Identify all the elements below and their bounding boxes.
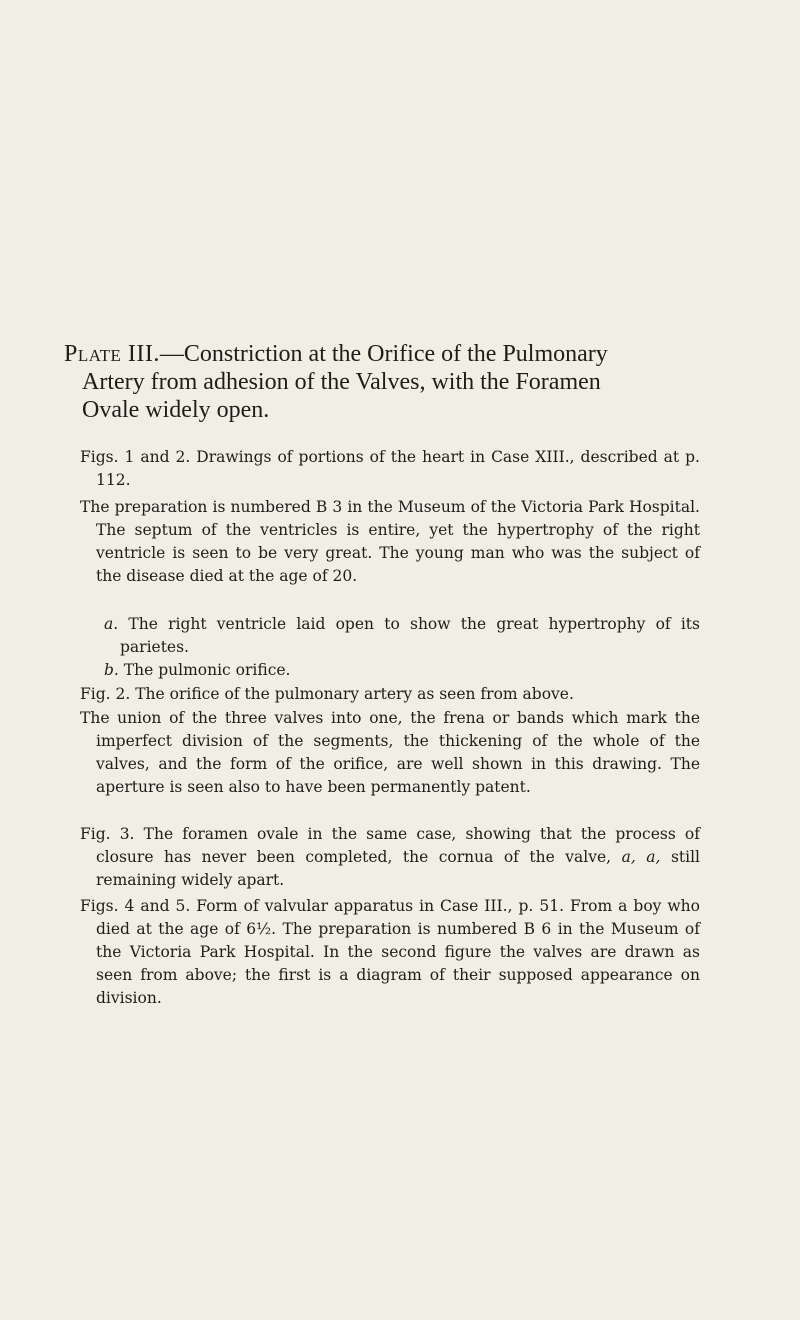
- paragraph-text: [80, 823, 700, 892]
- item-b: [80, 659, 700, 682]
- paragraph-preparation-b3: [80, 496, 700, 588]
- cornua-label-a1: a,: [621, 848, 636, 866]
- title-line-2: Artery from adhesion of the Valves, with the Foramen: [82, 369, 601, 395]
- item-a-text: The right ventricle laid open to show the great hypertrophy of its parietes.: [120, 615, 700, 656]
- paragraph-text: The union of the three valves into one, the frena or bands which mark the imperfect division of the segments, the thickening of the whole of the valves, and the form of the orifice, are well shown in this drawing. The aperture is seen also to have been permanently patent.: [80, 709, 700, 796]
- item-b-label: b.: [104, 661, 119, 679]
- paragraph-text: Figs. 4 and 5. Form of valvular apparatus in Case III., p. 51. From a boy who died at the age of 6½. The preparation is numbered B 6 in the Museum of the Victoria Park Hospital. In the second figure the valves are drawn as seen from above; the first is a diagram of their supposed appearance on division.: [80, 897, 700, 1007]
- item-a-label: a.: [104, 615, 119, 633]
- item-a: [80, 613, 700, 659]
- fig-3-text-start: Fig. 3. The foramen ovale in the same case, showing that the process of closure has never been completed, the cornua of the valve,: [80, 825, 700, 866]
- paragraph-text: The preparation is numbered B 3 in the Museum of the Victoria Park Hospital. The septum of the ventricles is entire, yet the hypertrophy of the right ventricle is seen to be very great. The young man who was the subject of the disease died at the age of 20.: [80, 498, 700, 585]
- paragraph-figs-4-5: [80, 895, 700, 1010]
- item-b-text: The pulmonic orifice.: [123, 661, 291, 679]
- paragraph-fig-3: [80, 823, 700, 892]
- title-line-1: [64, 340, 724, 368]
- plate-label: Plate III.: [64, 341, 160, 367]
- paragraph-union-of-valves: [80, 707, 700, 799]
- paragraph-fig-2: [80, 683, 700, 706]
- title-line-1-rest: —Constriction at the Orifice of the Pulmonary: [159, 341, 608, 367]
- paragraph-item-b: [80, 659, 700, 682]
- cornua-label-a2: a,: [646, 848, 661, 866]
- fig-3-text-end: still remaining widely apart.: [96, 848, 701, 889]
- title-line-3: Ovale widely open.: [82, 397, 270, 423]
- plate-title: [64, 340, 724, 424]
- paragraph-item-a: [80, 613, 700, 659]
- paragraph-text: Fig. 2. The orifice of the pulmonary artery as seen from above.: [80, 685, 574, 703]
- paragraph-figs-1-2: [80, 446, 700, 492]
- paragraph-text: Figs. 1 and 2. Drawings of portions of the heart in Case XIII., described at p. 112.: [80, 448, 700, 489]
